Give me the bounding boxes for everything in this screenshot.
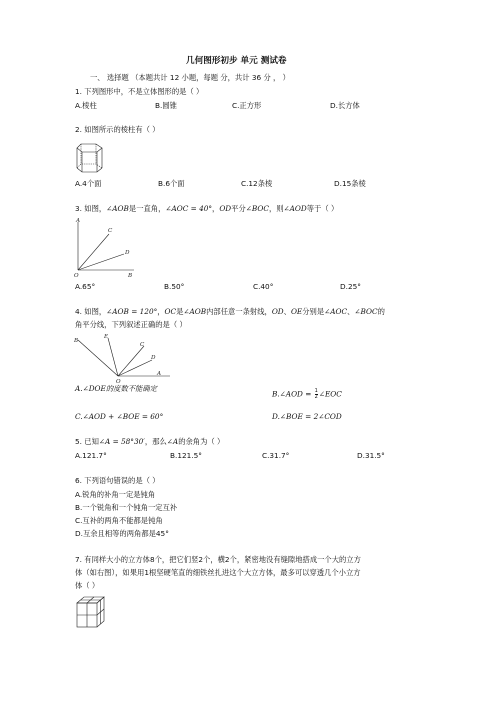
q6-option-a: A.锐角的补角一定是钝角 <box>75 490 156 499</box>
label-a: A <box>76 218 81 224</box>
q2-option-b: B.6个面 <box>158 179 185 188</box>
q5-option-c: C.31.7° <box>262 451 290 460</box>
q5-option-d: D.31.5° <box>357 451 385 460</box>
q1-option-a: A.棱柱 <box>75 101 97 110</box>
question-4-stem-line2: 角平分线，下列叙述正确的是（ ） <box>75 320 187 329</box>
question-1-stem: 1. 下列图形中，不是立体图形的是（ ） <box>75 87 204 96</box>
question-5-stem: 5. 已知∠A = 58°30′，那么∠A的余角为（ ） <box>75 437 225 446</box>
hexagonal-prism-figure <box>76 142 104 174</box>
page-title: 几何图形初步 单元 测试卷 <box>186 56 287 66</box>
q4-option-a: A.∠DOE的度数不能确定 <box>75 384 157 393</box>
q6-option-d: D.互余且相等的两角都是45° <box>75 529 169 538</box>
label-e: E <box>104 334 109 340</box>
label-b: B <box>128 273 133 279</box>
label-c: C <box>108 228 113 234</box>
question-7-stem-line2: 体（如右图），如果用1根坚硬笔直的细铁丝扎进这个大立方体，最多可以穿透几个小立方 <box>75 568 361 577</box>
angle-figure-q3 <box>76 218 142 278</box>
label-o: O <box>74 273 79 279</box>
label-d: D <box>125 250 130 256</box>
question-2-stem: 2. 如图所示的棱柱有（ ） <box>75 125 160 134</box>
section-heading: 一、 选择题 （本题共计 12 小题，每题 分，共计 36 分 ， ） <box>90 73 290 82</box>
angle-figure-q4 <box>74 334 171 385</box>
q2-option-a: A.4个面 <box>75 179 102 188</box>
q4-option-b: B.∠AOD = $\frac{1}{2}$ ∠EOC <box>272 388 342 400</box>
q1-option-b: B.圆锥 <box>155 101 177 110</box>
label-d: D <box>151 355 156 361</box>
q4-option-c: C.∠AOD + ∠BOE = 60° <box>75 412 164 421</box>
question-4-stem: 4. 如图，∠AOB = 120°，OC是∠AOB内部任意一条射线，OD、OE分别是∠AOC、∠BOC的 <box>75 307 385 316</box>
cube-stack-figure <box>76 595 106 628</box>
question-6-stem: 6. 下列语句错误的是（ ） <box>75 476 160 485</box>
q1-option-c: C.正方形 <box>232 101 262 110</box>
q6-option-c: C.互补的两角不能都是钝角 <box>75 516 163 525</box>
question-7-stem-line3: 体（ ） <box>75 581 100 590</box>
q3-option-a: A.65° <box>75 282 96 291</box>
question-7-stem-line1: 7. 有同样大小的立方体8个，把它们竖2个，横2个，紧密地没有缝隙地搭成一个大的立方 <box>75 555 361 564</box>
q3-option-b: B.50° <box>164 282 185 291</box>
q3-option-c: C.40° <box>253 282 274 291</box>
q4-option-d: D.∠BOE = 2∠COD <box>272 412 342 421</box>
question-3-stem: 3. 如图，∠AOB是一直角，∠AOC = 40°，OD平分∠BOC，则∠AOD等于（ ） <box>75 204 339 213</box>
label-o: O <box>116 379 121 385</box>
label-a: A <box>157 371 162 377</box>
q2-option-c: C.12条棱 <box>241 179 273 188</box>
q3-option-d: D.25° <box>340 282 361 291</box>
q2-option-d: D.15条棱 <box>334 179 366 188</box>
label-c: C <box>140 342 145 348</box>
q6-option-b: B.一个锐角和一个钝角一定互补 <box>75 503 178 512</box>
label-b: B <box>74 338 79 344</box>
q1-option-d: D.长方体 <box>330 101 360 110</box>
q5-option-a: A.121.7° <box>75 451 107 460</box>
q5-option-b: B.121.5° <box>170 451 202 460</box>
